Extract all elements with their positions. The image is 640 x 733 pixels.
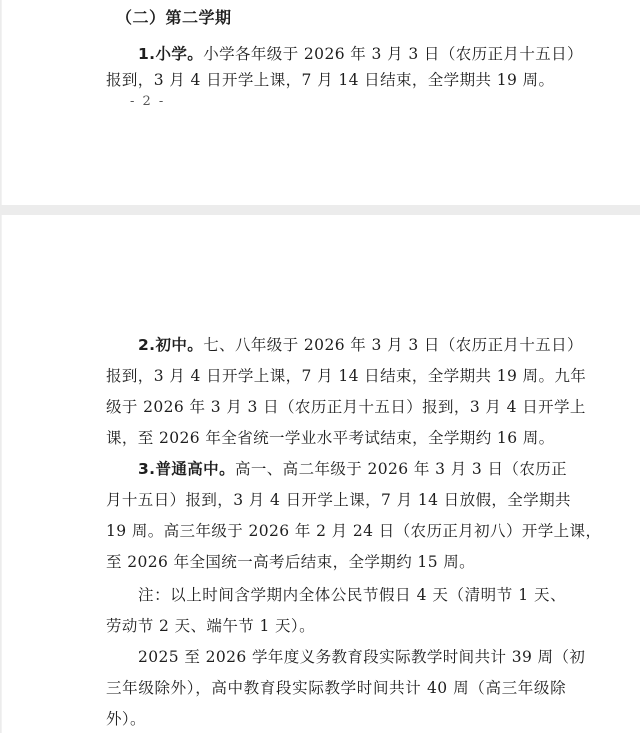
item3-label: 3.普通高中。 [138, 460, 235, 478]
item3-line1-text: 高一、高二年级于 2026 年 3 月 3 日（农历正 [234, 460, 568, 478]
item1-line1-text: 小学各年级于 2026 年 3 月 3 日（农历正月十五日） [203, 45, 583, 63]
item2-line4: 课，至 2026 年全省统一学业水平考试结束，全学期约 16 周。 [106, 429, 555, 447]
item3-line3: 19 周。高三年级于 2026 年 2 月 24 日（农历正月初八）开学上课， [106, 522, 602, 540]
summary-line2: 三年级除外），高中教育段实际教学时间共计 40 周（高三年级除 [106, 679, 566, 697]
note-line1: 注：以上时间含学期内全体公民节假日 4 天（清明节 1 天、 [138, 586, 566, 604]
item1-line1 [138, 44, 583, 64]
item2-line2: 报到，3 月 4 日开学上课，7 月 14 日结束，全学期共 19 周。九年 [106, 367, 587, 385]
item1-label: 1.小学。 [138, 45, 204, 63]
item1-line2: 报到，3 月 4 日开学上课，7 月 14 日结束，全学期共 19 周。 [106, 71, 555, 89]
item3-line1 [138, 459, 566, 479]
item3-line4: 至 2026 年全国统一高考后结束，全学期约 15 周。 [106, 553, 476, 571]
page-number: - 2 - [130, 94, 166, 109]
document-page-bottom [1, 215, 640, 733]
summary-line1: 2025 至 2026 学年度义务教育段实际教学时间共计 39 周（初 [138, 648, 586, 666]
section-heading: （二）第二学期 [116, 8, 232, 27]
item2-label: 2.初中。 [138, 336, 204, 354]
item2-line3: 级于 2026 年 3 月 3 日（农历正月十五日）报到，3 月 4 日开学上 [106, 398, 586, 416]
item3-line2: 月十五日）报到，3 月 4 日开学上课，7 月 14 日放假，全学期共 [106, 491, 571, 509]
item2-line1-text: 七、八年级于 2026 年 3 月 3 日（农历正月十五日） [203, 336, 583, 354]
item2-line1 [138, 335, 583, 355]
document-page-top [1, 0, 640, 205]
summary-line3: 外）。 [106, 710, 146, 728]
note-line2: 劳动节 2 天、端午节 1 天）。 [106, 617, 315, 635]
